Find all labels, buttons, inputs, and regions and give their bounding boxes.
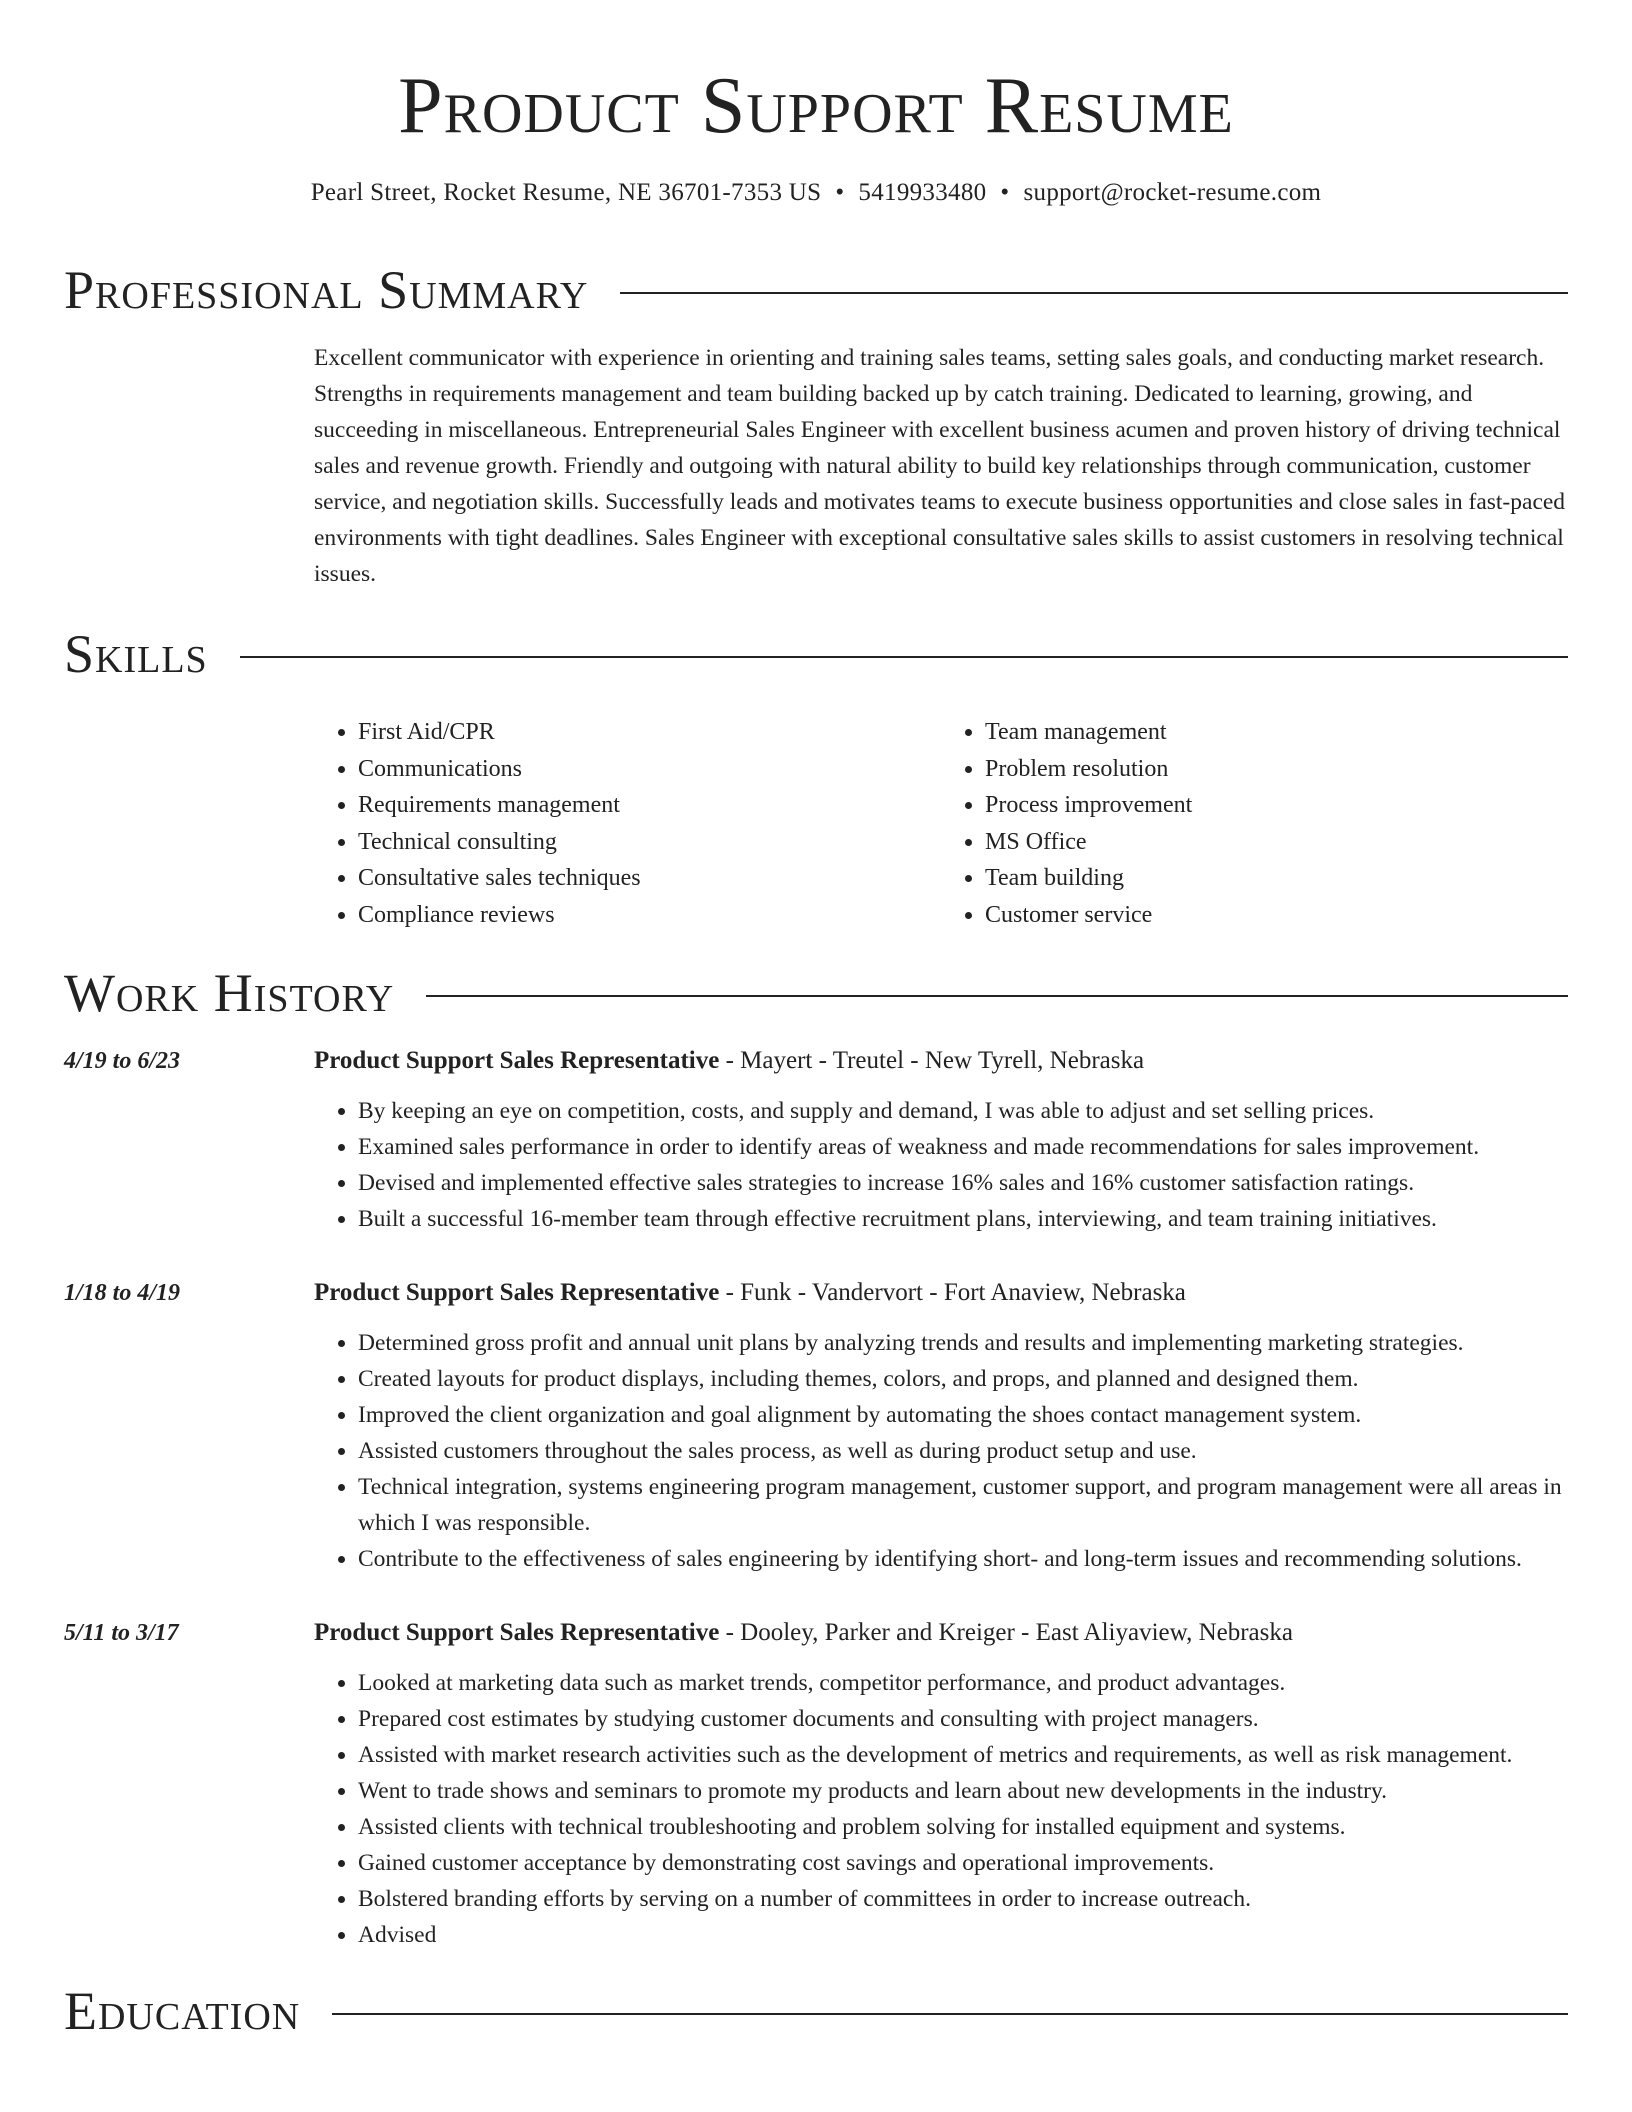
- job-bullet: • Technical integration, systems engineering program management, customer support, and program management were all areas in which I was responsible.: [358, 1469, 1568, 1541]
- skill-item: • Team building: [985, 860, 1568, 897]
- work-history-section-header: [64, 963, 1568, 1023]
- job-bullet: • Looked at marketing data such as market trends, competitor performance, and product advantages.: [358, 1665, 1568, 1701]
- section-divider: [620, 292, 1568, 294]
- job-bullet: • Built a successful 16-member team through effective recruitment plans, interviewing, and team training initiatives.: [358, 1201, 1568, 1237]
- job-bullet: • Created layouts for product displays, including themes, colors, and props, and planned and designed them.: [358, 1361, 1568, 1397]
- job-title: Product Support Sales Representative: [314, 1619, 720, 1646]
- section-divider: [332, 2013, 1568, 2015]
- skill-item: • Consultative sales techniques: [358, 860, 941, 897]
- job-bullet: • Contribute to the effectiveness of sales engineering by identifying short- and long-term issues and recommending solutions.: [358, 1541, 1568, 1577]
- education-section-header: [64, 1981, 1568, 2041]
- job-entry: [64, 1275, 1568, 1577]
- summary-section-header: [64, 260, 1568, 320]
- job-bullet: • Went to trade shows and seminars to promote my products and learn about new developments in the industry.: [358, 1773, 1568, 1809]
- job-heading: [314, 1275, 1568, 1311]
- section-divider: [426, 995, 1568, 997]
- job-bullets: [314, 1093, 1568, 1237]
- job-bullet: • Assisted with market research activities such as the development of metrics and requirements, as well as risk management.: [358, 1737, 1568, 1773]
- job-heading: [314, 1043, 1568, 1079]
- job-dates: 5/11 to 3/17: [64, 1620, 179, 1646]
- job-bullet: • Assisted customers throughout the sales process, as well as during product setup and use.: [358, 1433, 1568, 1469]
- skill-item: • Problem resolution: [985, 751, 1568, 788]
- job-entry: [64, 1043, 1568, 1237]
- skills-section-header: [64, 624, 1568, 684]
- contact-email: support@rocket-resume.com: [1023, 179, 1322, 206]
- skills-column-left: [314, 714, 941, 933]
- skill-item: • Requirements management: [358, 787, 941, 824]
- skill-item: • First Aid/CPR: [358, 714, 941, 751]
- education-heading: Education: [64, 1981, 301, 2041]
- job-bullet: • Advised: [358, 1917, 1568, 1953]
- job-bullet: • Improved the client organization and goal alignment by automating the shoes contact management system.: [358, 1397, 1568, 1433]
- skill-item: • MS Office: [985, 824, 1568, 861]
- section-divider: [240, 656, 1568, 658]
- skills-heading: Skills: [64, 624, 208, 684]
- contact-separator: •: [835, 179, 845, 206]
- skill-item: • Compliance reviews: [358, 897, 941, 934]
- job-bullet: • By keeping an eye on competition, costs, and supply and demand, I was able to adjust and set selling prices.: [358, 1093, 1568, 1129]
- summary-text: Excellent communicator with experience in orienting and training sales teams, setting sales goals, and conducting market research. Strengths in requirements management and team building backed up by catch training. Dedicated to learning, growing, and succeeding in miscellaneous. Entrepreneurial Sales Engineer with excellent business acumen and proven history of driving technical sales and revenue growth. Friendly and outgoing with natural ability to build key relationships through communication, customer service, and negotiation skills. Successfully leads and motivates teams to execute business opportunities and close sales in fast-paced environments with tight deadlines. Sales Engineer with exceptional consultative sales skills to assist customers in resolving technical issues.: [314, 345, 1566, 587]
- skill-item: • Team management: [985, 714, 1568, 751]
- job-details: [314, 1275, 1568, 1577]
- contact-address: Pearl Street, Rocket Resume, NE 36701-7353 US: [310, 179, 822, 206]
- summary-heading: Professional Summary: [64, 260, 589, 320]
- job-bullet: • Bolstered branding efforts by serving on a number of committees in order to increase outreach.: [358, 1881, 1568, 1917]
- contact-phone: 5419933480: [858, 179, 987, 206]
- job-employer: - Mayert - Treutel - New Tyrell, Nebraska: [719, 1047, 1145, 1074]
- job-entry: [64, 1615, 1568, 1953]
- job-bullet: • Gained customer acceptance by demonstrating cost savings and operational improvements.: [358, 1845, 1568, 1881]
- job-bullet: • Determined gross profit and annual unit plans by analyzing trends and results and implementing marketing strategies.: [358, 1325, 1568, 1361]
- job-bullet: • Assisted clients with technical troubleshooting and problem solving for installed equipment and systems.: [358, 1809, 1568, 1845]
- job-details: [314, 1615, 1568, 1953]
- skills-list: [314, 714, 1568, 933]
- skill-item: • Communications: [358, 751, 941, 788]
- job-bullets: [314, 1665, 1568, 1953]
- job-title: Product Support Sales Representative: [314, 1047, 720, 1074]
- job-bullets: [314, 1325, 1568, 1577]
- contact-separator: •: [1000, 179, 1010, 206]
- job-bullet: • Examined sales performance in order to identify areas of weakness and made recommendations for sales improvement.: [358, 1129, 1568, 1165]
- job-employer: - Dooley, Parker and Kreiger - East Aliyaview, Nebraska: [719, 1619, 1293, 1646]
- job-bullet: • Devised and implemented effective sales strategies to increase 16% sales and 16% customer satisfaction ratings.: [358, 1165, 1568, 1201]
- job-heading: [314, 1615, 1568, 1651]
- job-bullet: • Prepared cost estimates by studying customer documents and consulting with project managers.: [358, 1701, 1568, 1737]
- skill-item: • Technical consulting: [358, 824, 941, 861]
- job-employer: - Funk - Vandervort - Fort Anaview, Nebraska: [719, 1279, 1186, 1306]
- skills-column-right: [941, 714, 1568, 933]
- skill-item: • Customer service: [985, 897, 1568, 934]
- resume-title: Product Support Resume: [398, 62, 1234, 150]
- skill-item: • Process improvement: [985, 787, 1568, 824]
- job-dates: 4/19 to 6/23: [64, 1048, 181, 1074]
- work-history-heading: Work History: [64, 963, 395, 1023]
- job-title: Product Support Sales Representative: [314, 1279, 720, 1306]
- contact-line: [64, 176, 1568, 210]
- job-dates: 1/18 to 4/19: [64, 1280, 181, 1306]
- job-details: [314, 1043, 1568, 1237]
